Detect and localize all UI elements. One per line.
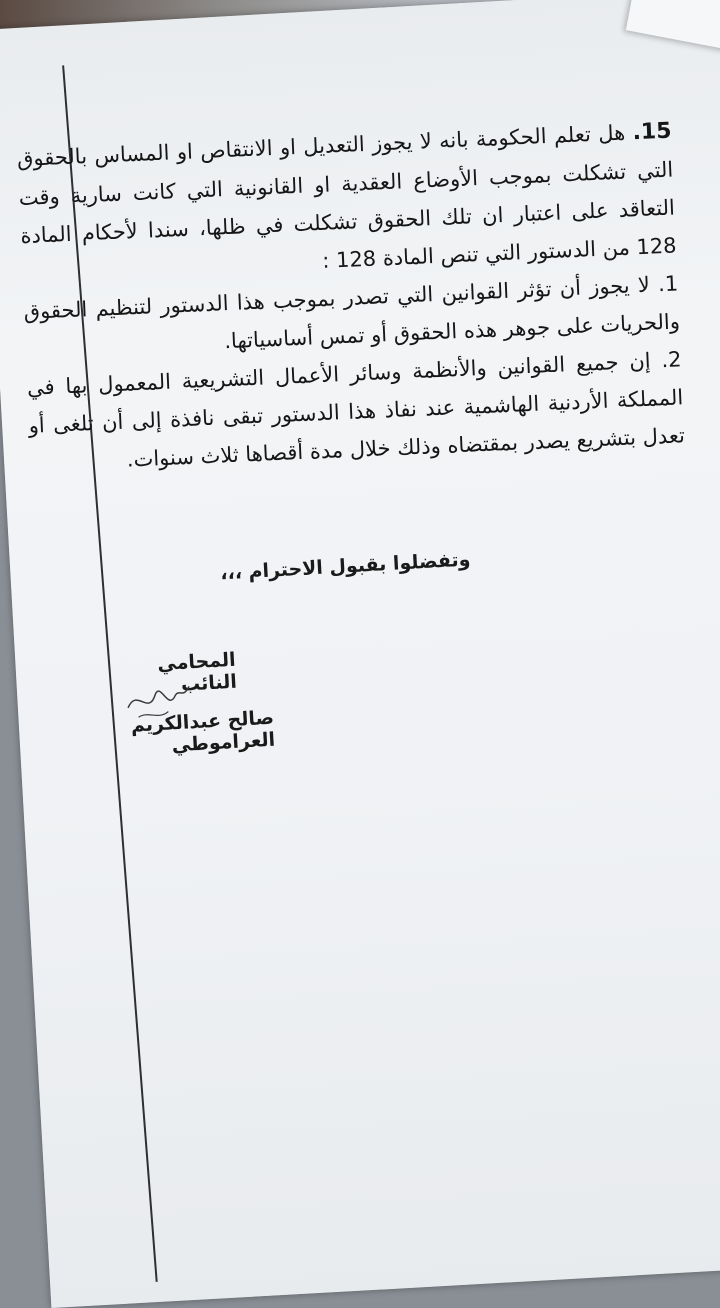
- article-item-1: 1. لا يجوز أن تؤثر القوانين التي تصدر بموجب هذا الدستور لتنظيم الحقوق والحريات على جوهر هذه الحقوق أو تمس أساسياتها.: [23, 271, 681, 354]
- article-item-2: 2. إن جميع القوانين والأنظمة وسائر الأعمال التشريعية المعمول بها في المملكة الأردنية الهاشمية عند نفاذ هذا الدستور تبقى نافذة إلى أن تلغى أو تعدل بتشريع يصدر بمقتضاه وذلك خلال مدة أقصاها ثلاث سنوات.: [26, 347, 686, 472]
- closing-salutation: وتفضلوا بقبول الاحترام ،،،: [219, 548, 471, 585]
- page-corner: [626, 0, 720, 56]
- question-number: 15.: [631, 118, 673, 146]
- signatory-title: المحامي النائب: [156, 648, 238, 696]
- question-paragraph: [16, 112, 677, 293]
- question-text: هل تعلم الحكومة بانه لا يجوز التعديل او الانتقاص او المساس بالحقوق التي تشكلت بموجب الأوضاع العقدية او القانونية التي كانت سارية وقت التعاقد على اعتبار ان تلك الحقوق تشكلت في ظلها، سندا لأحكام المادة 128 من الدستور التي تنص المادة 128 :: [16, 120, 677, 273]
- question-body: [16, 112, 685, 483]
- signatory-name: صالح عبدالكريم العراموطي: [130, 706, 276, 757]
